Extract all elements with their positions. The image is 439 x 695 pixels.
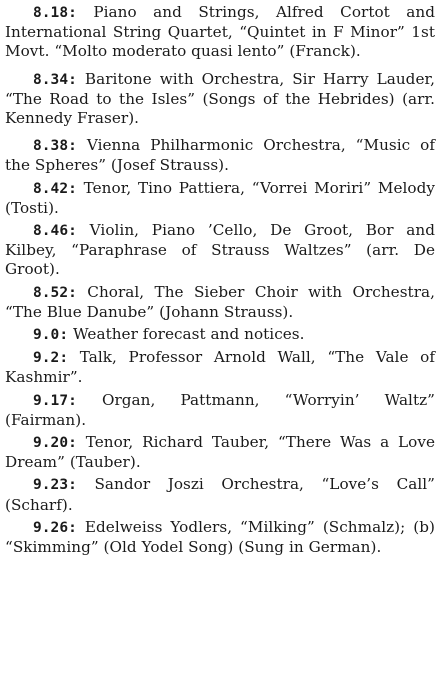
programme-entry [5,70,435,129]
entry-time: 9.23: [33,477,77,494]
programme-entry [5,283,435,322]
entry-time: 9.26: [33,519,77,536]
entry-time: 9.20: [33,435,77,452]
programme-entry [5,221,435,280]
programme-entry [5,433,435,472]
entry-text: Organ, Pattmann, “Worryin’ Waltz” (Fairman). [5,390,435,429]
entry-text: Vienna Philharmonic Orchestra, “Music of the Spheres” (Josef Strauss). [5,136,435,175]
entry-time: 8.42: [33,180,77,197]
programme-entry [5,475,435,514]
entry-text: Choral, The Sieber Choir with Orchestra, “The Blue Danube” (Johann Strauss). [5,282,435,321]
programme-entry [5,391,435,430]
entry-time: 8.38: [33,138,77,155]
entry-text: Baritone with Orchestra, Sir Harry Lauder, “The Road to the Isles” (Songs of the Hebrides) (arr. Kennedy Fraser). [5,69,435,128]
entry-text: Weather forecast and notices. [68,325,305,344]
entry-text: Tenor, Tino Pattiera, “Vorrei Moriri” Melody (Tosti). [5,178,435,217]
entry-time: 8.46: [33,223,77,240]
programme-entry [5,325,435,345]
entry-time: 9.2: [33,350,69,367]
programme-entry [5,3,435,62]
entry-time: 9.0: [33,327,69,344]
programme-entry [5,518,435,557]
entry-time: 8.18: [33,5,77,21]
entry-time: 8.34: [33,71,77,88]
entry-time: 8.52: [33,284,77,301]
programme-entry [5,136,435,175]
entry-text: Tenor, Richard Tauber, “There Was a Love Dream” (Tauber). [5,433,435,472]
entry-text: Sandor Joszi Orchestra, “Love’s Call” (Scharf). [5,475,435,514]
entry-text: Violin, Piano ’Cello, De Groot, Bor and Kilbey, “Paraphrase of Strauss Waltzes” (arr. De Groot). [5,221,435,279]
entry-time: 9.17: [33,392,77,409]
entry-text: Piano and Strings, Alfred Cortot and International String Quartet, “Quintet in F Minor” 1st Movt. “Molto moderato quasi lento” (Franck). [5,3,435,61]
entry-text: Edelweiss Yodlers, “Milking” (Schmalz); (b) “Skimming” (Old Yodel Song) (Sung in German). [5,517,435,557]
programme-listing [5,3,435,560]
entry-text: Talk, Professor Arnold Wall, “The Vale of Kashmir”. [5,348,435,387]
programme-entry [5,179,435,218]
programme-entry [5,348,435,387]
